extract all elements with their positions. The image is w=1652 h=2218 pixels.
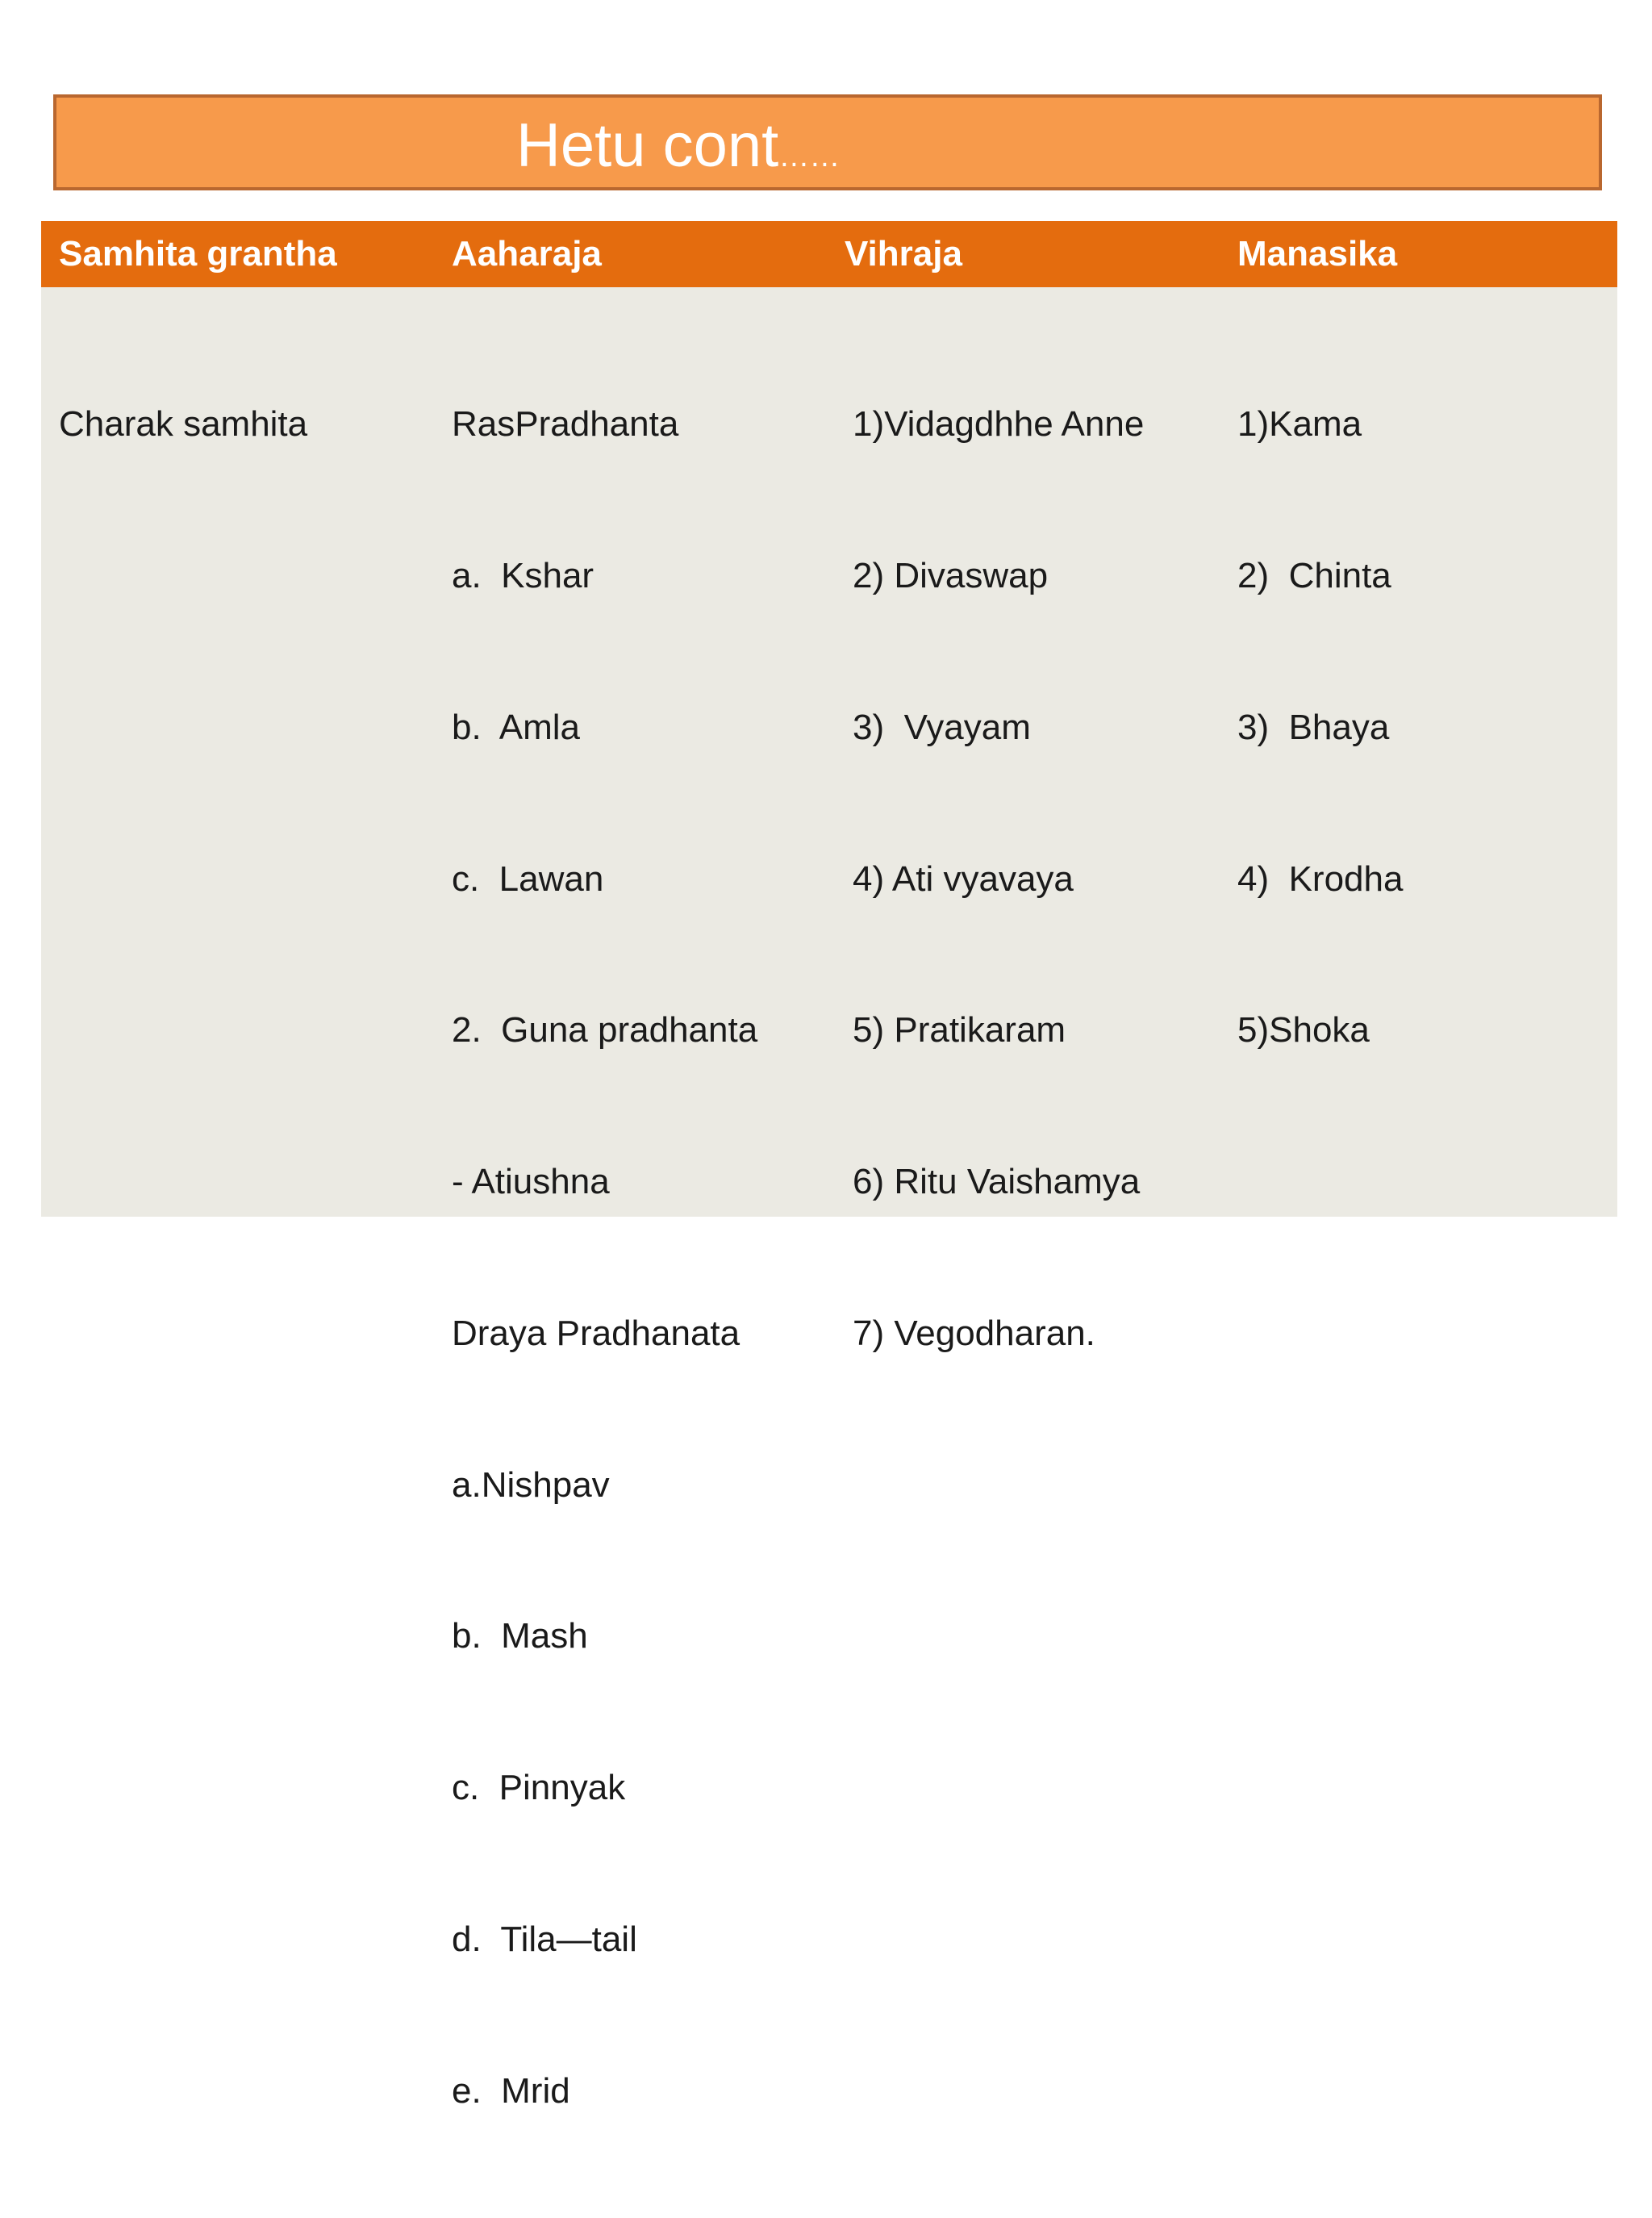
list-item: c. Pinnyak — [452, 1768, 626, 1808]
manasika-column — [1237, 299, 1403, 1157]
list-item: 4) Krodha — [1237, 858, 1404, 899]
list-item: Charak samhita — [59, 404, 308, 445]
list-item: 2) Chinta — [1237, 555, 1391, 595]
list-item: a. Kshar — [452, 555, 594, 595]
list-item: 3) Vyayam — [853, 707, 1031, 747]
list-item: d. Tila—tail — [452, 1919, 637, 1959]
list-item: c. Lawan — [452, 858, 604, 899]
samhita-grantha-column — [59, 299, 307, 551]
header-vihraja: Vihraja — [845, 234, 962, 274]
list-item: 6) Ritu Vaishamya — [853, 1162, 1141, 1202]
hetu-table — [41, 221, 1617, 2111]
title-ellipsis: …… — [778, 140, 841, 173]
list-item: 7) Vegodharan. — [853, 1313, 1095, 1353]
header-samhita-grantha: Samhita grantha — [59, 234, 337, 274]
title-banner — [53, 94, 1602, 190]
header-manasika: Manasika — [1237, 234, 1398, 274]
slide-title — [516, 111, 841, 187]
list-item: 4) Ati vyavaya — [853, 858, 1074, 899]
list-item: 1)Vidagdhhe Anne — [853, 404, 1145, 445]
list-item: b. Amla — [452, 707, 580, 747]
aaharaja-column — [452, 299, 757, 2218]
list-item: e. Mrid — [452, 2070, 570, 2111]
list-item: 5) Pratikaram — [853, 1010, 1066, 1051]
list-item: 1)Kama — [1237, 404, 1362, 445]
list-item: b. Mash — [452, 1616, 588, 1656]
table-header-row — [41, 221, 1617, 287]
list-item: Draya Pradhanata — [452, 1313, 740, 1353]
list-item: a.Nishpav — [452, 1464, 610, 1505]
list-item: 2) Divaswap — [853, 555, 1049, 595]
list-item: RasPradhanta — [452, 404, 679, 445]
vihraja-column — [853, 299, 1144, 1460]
list-item: 2. Guna pradhanta — [452, 1010, 758, 1051]
list-item: 5)Shoka — [1237, 1010, 1370, 1051]
header-aaharaja: Aaharaja — [452, 234, 602, 274]
title-main: Hetu cont — [516, 111, 779, 180]
list-item: 3) Bhaya — [1237, 707, 1390, 747]
list-item: - Atiushna — [452, 1162, 610, 1202]
